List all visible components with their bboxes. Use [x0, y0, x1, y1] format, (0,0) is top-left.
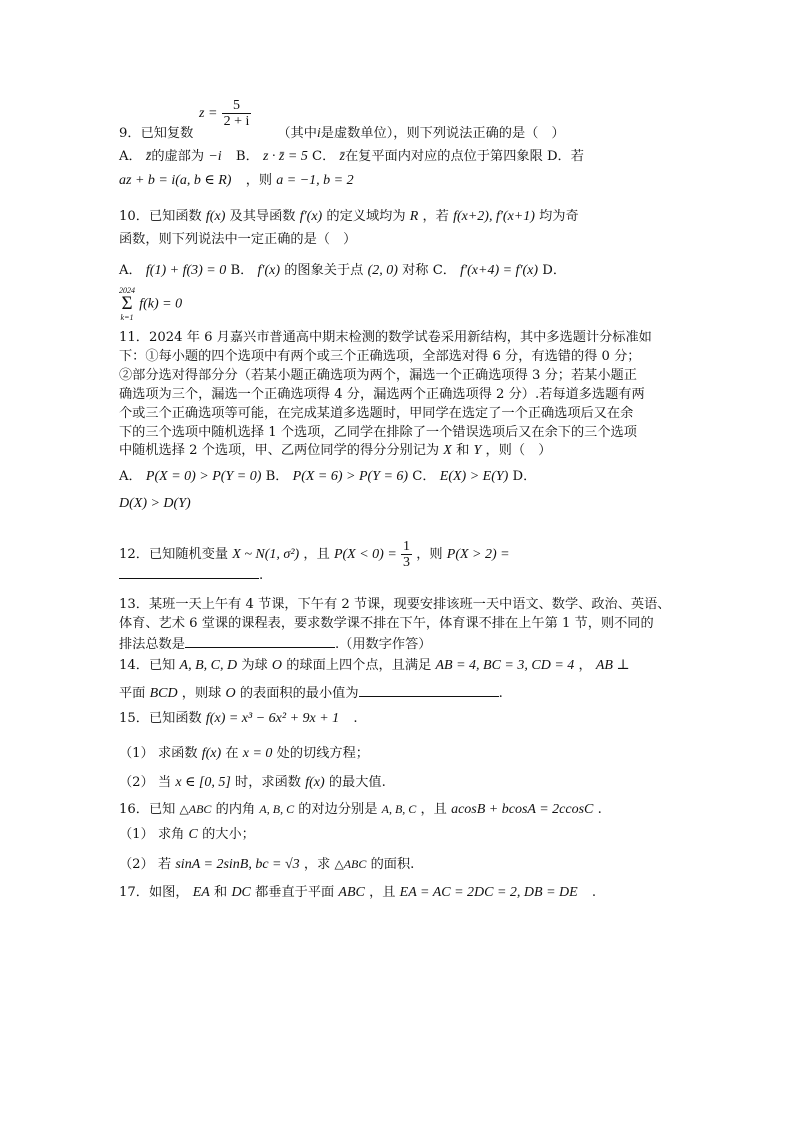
q10-stem5: 均为奇 [539, 209, 579, 224]
q13-line-2: 体育、艺术 6 堂课的课程表，要求数学课不排在下午，体育课不排在上午第 1 节，则不同的 [119, 616, 654, 631]
q13-l3a: 排法总数是 [119, 637, 185, 652]
q14-plane: BCD [149, 686, 178, 701]
q11-option-d [119, 495, 191, 512]
q16-p1b: 的大小； [202, 827, 255, 842]
q10-fx: f(x) [205, 209, 226, 224]
q12-distribution: X ~ N(1, σ²) [232, 547, 300, 562]
q15-p2a: （2） 当 [119, 775, 172, 790]
q15-fx: f(x) [201, 746, 222, 761]
q14-O: O [271, 658, 283, 673]
q9-opt-d-math2: a = −1, b = 2 [276, 173, 354, 188]
q10-stem2: 及其导函数 [229, 209, 296, 224]
q11-opt-a-math: P(X = 0) > P(Y = 0) [145, 469, 262, 484]
q17-cond: EA = AC = 2DC = 2, DB = DE [399, 885, 578, 900]
q11-l7c: ，则（ ） [485, 443, 552, 458]
q14-stem3: 的球面上四个点，且满足 [286, 658, 432, 673]
q14-stem1: 14．已知 [119, 658, 176, 673]
q9-options-1 [119, 148, 584, 165]
q16-triangle: △ABC [179, 802, 212, 816]
q10-stem4: ，若 [422, 209, 449, 224]
q11-opt-c-math: E(X) > E(Y) [439, 469, 509, 484]
q12-num: 1 [403, 539, 410, 554]
q11-line-4: 确选项为三个，漏选一个正确选项得 4 分，漏选两个正确选项得 2 分）.若每道多选题有两 [119, 387, 645, 402]
q16-C: C [188, 827, 198, 842]
q9-stem-text: 9．已知复数 [119, 126, 194, 141]
q14-answer-blank[interactable] [359, 683, 499, 697]
q10-options [119, 262, 566, 279]
q10-sum-symbol: 2024 Σ k=1 [119, 286, 135, 322]
q9-opt-d-text: ，则 [245, 173, 273, 188]
q16-stem1: 16．已知 [119, 802, 176, 817]
q14-cond: AB = 4, BC = 3, CD = 4 [435, 658, 575, 673]
q15-p1a: （1） 求函数 [119, 746, 198, 761]
q16-triangle-2: △ABC [334, 857, 367, 871]
q17-stem4: ，且 [369, 885, 396, 900]
q9-opt-b-math: z · z̄ = 5 [262, 149, 308, 164]
q10-stem3: 的定义域均为 [326, 209, 406, 224]
q15-domain: x ∈ [0, 5] [175, 775, 231, 790]
q10-cond: f(x+2), f′(x+1) [453, 209, 535, 224]
q16-p1a: （1） 求角 [119, 827, 185, 842]
q10-opt-c-label: C． [432, 263, 456, 278]
q9-opt-c-label: C． [312, 149, 336, 164]
q9-opt-a-math: −i [208, 149, 222, 164]
q15-fx-2: f(x) [305, 775, 325, 790]
q10-sum-bottom: k=1 [120, 313, 134, 322]
q14-line-2 [119, 683, 503, 702]
q17-stem1: 17．如图， [119, 885, 189, 900]
q9-opt-d-math1: az + b = i(a, b ∈ R) [119, 173, 232, 188]
q17-stem3: 都垂直于平面 [255, 885, 335, 900]
q9-opt-a-text: 的虚部为 [151, 149, 205, 164]
q12-den: 3 [403, 555, 410, 570]
q11-opt-c-label: C． [412, 469, 436, 484]
q14-stem4: ， [578, 658, 592, 673]
q16-stem4: ，且 [420, 802, 447, 817]
q10-opt-b-point: (2, 0) [367, 263, 398, 278]
q9-opt-c-z: z̄ [339, 149, 345, 164]
q11-opt-b-math: P(X = 6) > P(Y = 6) [292, 469, 409, 484]
q10-stem1: 10．已知函数 [119, 209, 202, 224]
q10-opt-b-label: B． [230, 263, 254, 278]
q15-stem-end: . [353, 711, 358, 726]
q11-X: X [443, 443, 452, 458]
q14-stem2: 为球 [241, 658, 268, 673]
q14-O-2: O [225, 686, 236, 701]
q11-line-3: ②部分选对得部分分（若某小题正确选项为两个，漏选一个正确选项得 3 分；若某小题正 [119, 368, 637, 383]
q16-stem2: 的内角 [215, 802, 256, 817]
q16-part-2 [119, 856, 414, 873]
q9-i: i [316, 126, 321, 141]
q9-opt-d-label: D．若 [546, 149, 584, 164]
q14-line-1 [119, 657, 630, 674]
q15-stem1: 15．已知函数 [119, 711, 202, 726]
q10-opt-d-math: f(k) = 0 [139, 296, 183, 312]
q11-line-2: 下：①每小题的四个选项中有两个或三个正确选项，全部选对得 6 分，有选错的得 0 分； [119, 349, 641, 364]
q9-opt-a-z: z̄ [145, 149, 152, 164]
q16-p2a: （2） 若 [119, 857, 172, 872]
q11-opt-a-label: A． [119, 469, 142, 484]
q12-p-ask: P(X > 2) = [446, 547, 510, 562]
q13-line-1: 13．某班一天上午有 4 节课，下午有 2 节课，现要安排该班一天中语文、数学、政治、英语、 [119, 597, 671, 612]
q17-DC: DC [231, 885, 251, 900]
q14-end: . [498, 686, 503, 701]
q17-ABC: ABC [338, 885, 365, 900]
q15-x0: x = 0 [242, 746, 273, 761]
q10-opt-d-label: D． [542, 263, 567, 278]
q9-opt-a-label: A． [119, 149, 142, 164]
q15-stem [119, 710, 358, 727]
q15-p1c: 处的切线方程； [276, 746, 369, 761]
q16-stem-end: . [597, 802, 602, 817]
q11-opt-d-math: D(X) > D(Y) [119, 496, 191, 511]
q11-opt-b-label: B． [265, 469, 289, 484]
q16-angles: A, B, C [259, 802, 295, 816]
q15-p1b: 在 [225, 746, 239, 761]
q16-part-1 [119, 826, 255, 843]
q10-opt-b-math: f′(x) [257, 263, 281, 278]
q10-opt-c-math: f′(x+4) = f′(x) [460, 263, 539, 278]
q11-line-6: 下的三个选项中随机选择 1 个选项，乙同学在排除了一个错误选项后又在余下的三个选项 [119, 425, 637, 440]
q11-line-5: 个或三个正确选项等可能，在完成某道多选题时，甲同学在选定了一个正确选项后又在余 [119, 406, 634, 421]
q11-opt-d-label: D． [512, 469, 537, 484]
q12-stem2: ，且 [303, 547, 330, 562]
q12-stem3: ，则 [416, 547, 443, 562]
q12-end: . [259, 568, 264, 583]
q17-stem [119, 884, 596, 901]
q14-perp: AB ⊥ [595, 658, 630, 673]
q12-answer-line [119, 565, 263, 584]
q15-part-1 [119, 745, 369, 762]
q9-den: 2 + i [223, 114, 250, 129]
q12-answer-blank[interactable] [119, 565, 259, 579]
q16-cond2: sinA = 2sinB, bc = √3 [175, 857, 300, 872]
q14-l2c: 的表面积的最小值为 [239, 686, 359, 701]
q10-stem-1 [119, 208, 579, 225]
q9-num: 5 [222, 98, 252, 114]
q9-stem-mid: （其中 [277, 126, 317, 141]
q16-stem [119, 801, 602, 818]
q9-opt-c-text: 在复平面内对应的点位于第四象限 [344, 149, 543, 164]
q12-stem1: 12．已知随机变量 [119, 547, 229, 562]
q16-p2c: 的面积. [370, 857, 415, 872]
q11-Y: Y [473, 443, 482, 458]
q11-line-1: 11．2024 年 6 月嘉兴市普通高中期末检测的数学试卷采用新结构，其中多选题计分标准如 [119, 330, 652, 345]
q17-stem2: 和 [214, 885, 228, 900]
q16-cond: acosB + bcosA = 2ccosC [451, 802, 594, 817]
q10-sum-top: 2024 [119, 286, 135, 295]
q15-p2c: 的最大值. [328, 775, 386, 790]
q13-answer-blank[interactable] [185, 634, 335, 648]
q12-p-left: P(X < 0) = [333, 547, 397, 562]
q17-end: . [591, 885, 597, 900]
q16-p2b: ，求 [303, 857, 331, 872]
q11-line-7 [119, 442, 551, 459]
q16-stem3: 的对边分别是 [298, 802, 378, 817]
q9-options-2 [119, 172, 354, 189]
q16-sides: A, B, C [381, 802, 417, 816]
q14-l2b: ，则球 [181, 686, 222, 701]
q11-l7b: 和 [456, 443, 470, 458]
q14-l2a: 平面 [119, 686, 146, 701]
q11-l7a: 中随机选择 2 个选项，甲、乙两位同学的得分分别记为 [119, 443, 440, 458]
q9-stem-end: 是虚数单位），则下列说法正确的是（ ） [320, 126, 565, 141]
q13-l3b: .（用数字作答） [334, 637, 432, 652]
q17-EA: EA [192, 885, 210, 900]
q12-fraction [401, 539, 412, 570]
q9-stem [119, 125, 565, 142]
q15-part-2 [119, 774, 386, 791]
q14-points: A, B, C, D [179, 658, 238, 673]
q10-stem-2 [119, 231, 356, 248]
q10-opt-a-math: f(1) + f(3) = 0 [145, 263, 227, 278]
q10-opt-b-text2: 对称 [402, 263, 429, 278]
q10-stem6: 函数，则下列说法中一定正确的是（ ） [119, 232, 357, 247]
q11-options [119, 468, 536, 485]
q15-p2b: 时，求函数 [235, 775, 301, 790]
q10-fpx: f′(x) [299, 209, 323, 224]
q10-option-d [119, 286, 182, 322]
q15-function: f(x) = x³ − 6x² + 9x + 1 [205, 711, 340, 726]
q9-opt-b-label: B． [235, 149, 259, 164]
q10-opt-b-text: 的图象关于点 [284, 263, 364, 278]
q10-R: R [409, 209, 419, 224]
q13-line-3 [119, 634, 431, 653]
q9-z-label: z = [199, 106, 218, 121]
q10-opt-a-label: A． [119, 263, 142, 278]
